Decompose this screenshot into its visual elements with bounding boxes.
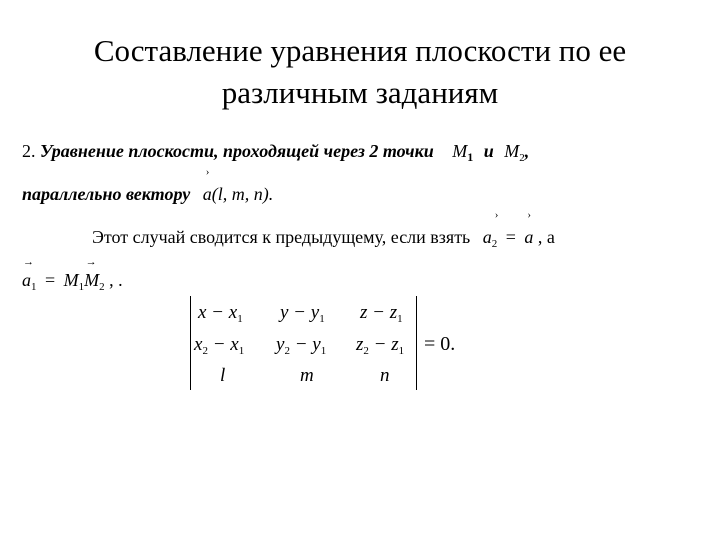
- det-cell-r3c1: l: [220, 365, 226, 386]
- determinant-right-bar: [416, 296, 417, 390]
- arrow-icon: →: [23, 256, 34, 268]
- det-cell-r3c3: n: [380, 365, 390, 386]
- det-cell-r2c2: $y_2 - y_1$: [276, 334, 327, 357]
- vector-a-expression: › a(l, m, n).: [202, 166, 274, 204]
- paragraph-line: [92, 209, 555, 250]
- heading-number: 2.: [22, 141, 36, 161]
- det-cell-r2c3: $z_2 - z_1$: [356, 334, 405, 357]
- vector-a: › a: [524, 209, 534, 247]
- paragraph-text: Этот случай сводится к предыдущему, если взять: [92, 227, 471, 247]
- point-m1: $M_1$: [452, 141, 474, 164]
- det-cell-r3c2: m: [300, 365, 314, 386]
- det-cell-r1c1: $x - x_1$: [198, 302, 243, 325]
- title-line-1: Составление уравнения плоскости по ее: [93, 33, 627, 68]
- determinant-left-bar: [190, 296, 191, 390]
- slide-title: [0, 30, 720, 114]
- det-cell-r1c2: $y - y_1$: [280, 302, 325, 325]
- line3-tail: , .: [109, 270, 123, 290]
- heading-line-2: [22, 166, 274, 205]
- det-cell-r2c1: $x_2 - x_1$: [194, 334, 245, 357]
- det-cell-r1c3: $z - z_1$: [360, 302, 403, 325]
- vector-a1: → $a_1$: [22, 256, 37, 293]
- vector-m1m2: → $M_1M_2$: [63, 256, 105, 293]
- paragraph-tail: , а: [537, 227, 555, 247]
- vector-a1-definition: [22, 256, 123, 293]
- point-m2: $M_2$: [504, 141, 525, 164]
- vector-hat-icon: ›: [527, 209, 532, 221]
- heading-comma: ,: [524, 141, 530, 161]
- line3-eq: =: [45, 270, 56, 290]
- heading-text: Уравнение плоскости, проходящей через 2 точки: [40, 141, 434, 161]
- determinant-equals-zero: = 0.: [424, 333, 456, 355]
- vector-hat-icon: ›: [205, 166, 210, 178]
- heading-line-1: [22, 141, 529, 162]
- determinant: [190, 296, 417, 390]
- vector-a2: › $a_2$: [482, 209, 499, 250]
- paragraph-eq: =: [505, 227, 516, 247]
- vector-hat-icon: ›: [494, 209, 499, 221]
- heading-line2-text: параллельно вектору: [22, 184, 191, 204]
- title-line-2: различным заданиям: [221, 75, 499, 110]
- arrow-icon: →: [85, 256, 97, 268]
- heading-and: и: [483, 141, 494, 161]
